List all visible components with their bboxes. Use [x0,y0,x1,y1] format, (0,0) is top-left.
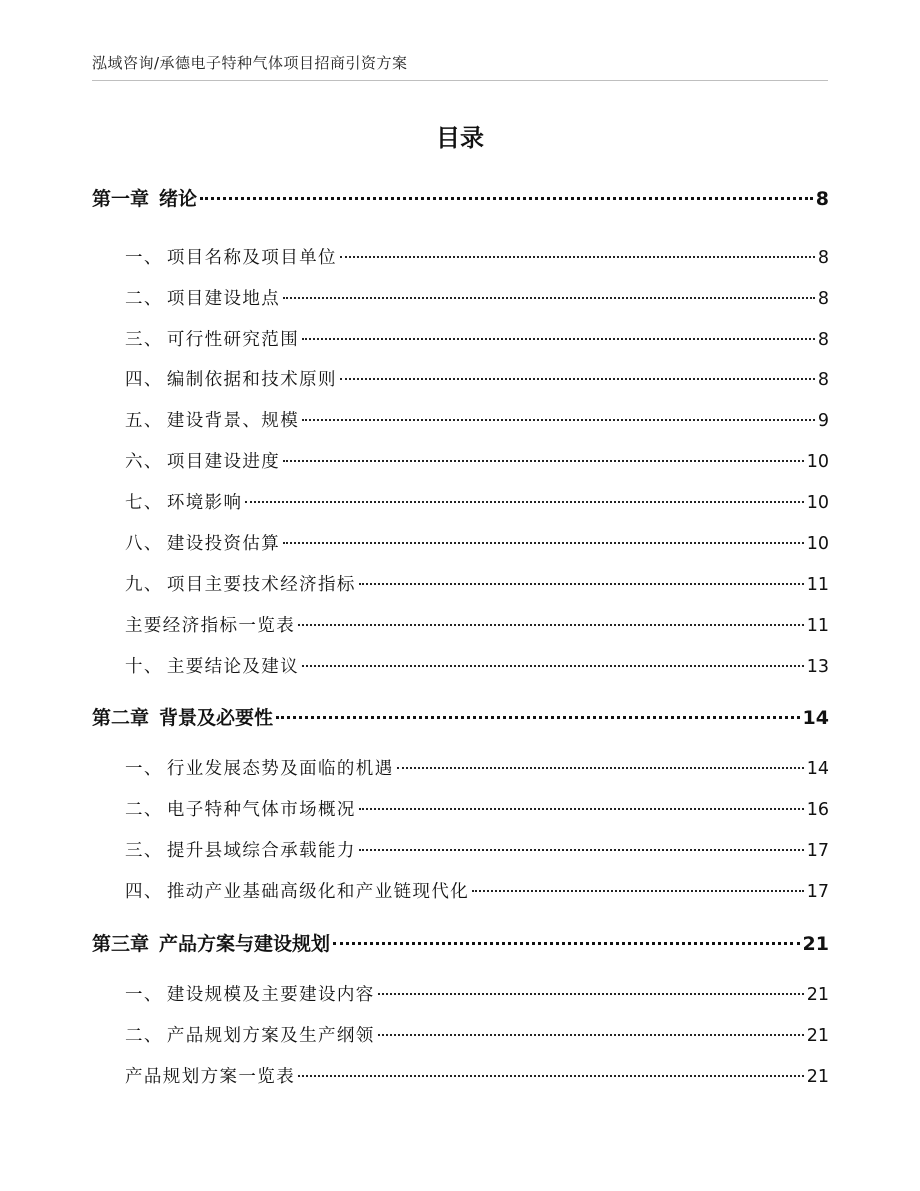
toc-section-1-5[interactable] [92,407,829,435]
toc-page-number: 11 [806,575,829,595]
toc-entry-label: 九、 项目主要技术经济指标 [125,575,356,595]
dot-leader [283,542,804,544]
toc-section-1-7[interactable] [92,489,829,517]
toc-entry-label: 二、 产品规划方案及生产纲领 [125,1026,375,1046]
toc-page-number: 8 [817,248,829,268]
toc-chapter-1[interactable] [92,184,829,212]
toc-page-number: 21 [806,1067,829,1087]
dot-leader [472,890,804,892]
dot-leader [378,993,804,995]
dot-leader [298,624,804,626]
toc-page-number: 10 [806,452,829,472]
dot-leader [283,460,804,462]
toc-page-number: 17 [806,841,829,861]
toc-page-number: 21 [802,933,829,955]
dot-leader [359,808,804,810]
toc-chapter-2[interactable] [92,703,829,731]
dot-leader [302,665,804,667]
running-header: 泓域咨询/承德电子特种气体项目招商引资方案 [92,54,408,72]
toc-entry-label: 一、 行业发展态势及面临的机遇 [125,759,394,779]
toc-section-2-2[interactable] [92,796,829,824]
dot-leader [359,583,804,585]
toc-page-number: 17 [806,882,829,902]
dot-leader [333,942,800,945]
dot-leader [340,378,815,380]
toc-section-1-3[interactable] [92,326,829,354]
toc-page-number: 8 [817,289,829,309]
dot-leader [397,767,804,769]
table-of-contents [92,0,829,1191]
dot-leader [302,419,815,421]
toc-page-number: 11 [806,616,829,636]
toc-page-number: 10 [806,493,829,513]
toc-entry-label: 四、 推动产业基础高级化和产业链现代化 [125,882,470,902]
toc-page-number: 10 [806,534,829,554]
toc-entry-label: 十、 主要结论及建议 [125,657,300,677]
dot-leader [302,338,815,340]
toc-title: 目录 [436,124,484,152]
toc-page-number: 8 [817,330,829,350]
toc-entry-label: 四、 编制依据和技术原则 [125,370,337,390]
dot-leader [298,1075,804,1077]
toc-entry-label: 二、 项目建设地点 [125,289,281,309]
toc-page-number: 8 [815,188,829,210]
dot-leader [378,1034,804,1036]
toc-entry-label: 第二章 背景及必要性 [92,707,274,729]
toc-page-number: 21 [806,1026,829,1046]
toc-entry-label: 五、 建设背景、规模 [125,411,300,431]
dot-leader [283,297,815,299]
toc-table-2[interactable] [92,1063,829,1091]
toc-entry-label: 二、 电子特种气体市场概况 [125,800,356,820]
toc-section-3-1[interactable] [92,981,829,1009]
toc-entry-label: 六、 项目建设进度 [125,452,281,472]
toc-page-number: 21 [806,985,829,1005]
toc-entry-label: 一、 建设规模及主要建设内容 [125,985,375,1005]
toc-section-2-1[interactable] [92,755,829,783]
dot-leader [359,849,804,851]
toc-page-number: 16 [806,800,829,820]
toc-entry-label: 第三章 产品方案与建设规划 [92,933,331,955]
toc-page-number: 13 [806,657,829,677]
toc-section-2-3[interactable] [92,837,829,865]
toc-section-1-2[interactable] [92,285,829,313]
dot-leader [245,501,803,503]
toc-section-3-2[interactable] [92,1022,829,1050]
toc-table-1[interactable] [92,612,829,640]
toc-page-number: 8 [817,370,829,390]
toc-page-number: 9 [817,411,829,431]
toc-section-1-6[interactable] [92,448,829,476]
toc-entry-label: 一、 项目名称及项目单位 [125,248,337,268]
toc-entry-label: 八、 建设投资估算 [125,534,281,554]
toc-entry-label: 产品规划方案一览表 [125,1067,296,1087]
toc-chapter-3[interactable] [92,929,829,957]
toc-page-number: 14 [802,707,829,729]
toc-entry-label: 三、 提升县域综合承载能力 [125,841,356,861]
dot-leader [276,716,800,719]
toc-section-1-9[interactable] [92,571,829,599]
dot-leader [340,256,815,258]
toc-page-number: 14 [806,759,829,779]
toc-section-2-4[interactable] [92,878,829,906]
toc-entry-label: 三、 可行性研究范围 [125,330,300,350]
toc-section-1-1[interactable] [92,244,829,272]
toc-section-1-4[interactable] [92,366,829,394]
toc-section-1-8[interactable] [92,530,829,558]
toc-entry-label: 主要经济指标一览表 [125,616,296,636]
toc-section-1-10[interactable] [92,653,829,681]
dot-leader [200,197,813,200]
toc-entry-label: 第一章 绪论 [92,188,198,210]
toc-entry-label: 七、 环境影响 [125,493,243,513]
